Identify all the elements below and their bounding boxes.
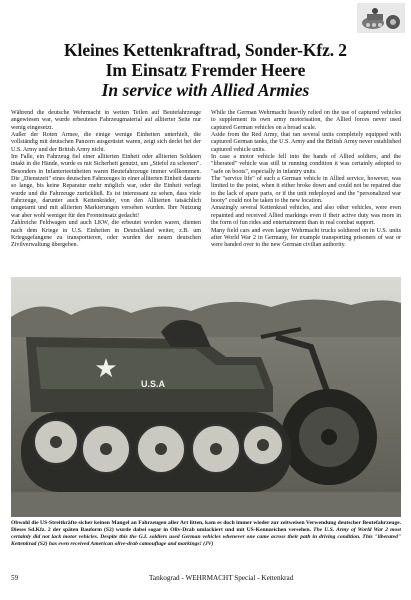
german-paragraph: Während die deutsche Wehrmacht in weiten Teilen auf Beutefahrzeuge angewiesen war, wurde erbeutetes Fahrzeugmaterial auf alliierter Seite nur wenig eingesetzt. — [11, 110, 201, 131]
page-number: 59 — [11, 574, 19, 582]
kettenkrad-emblem-icon — [357, 3, 405, 33]
body-columns — [11, 110, 401, 250]
subtitle-english: In service with Allied Armies — [101, 80, 310, 100]
allied-star-marking: ★ — [94, 354, 118, 384]
kettenkrad-photo — [11, 277, 401, 517]
english-paragraph: The "service life" of such a German vehicle in Allied service, however, was limited to the point, when it either broke down and could not be repaired due to the lack of spare parts, or if the unit redeployed and the "personalized war booty" could not be taken to the new location. — [211, 176, 401, 205]
photo-caption — [11, 520, 401, 548]
english-paragraph: Aside from the Red Army, that ran several units completely equipped with captured German tanks, the U.S. Army and the British Army never established captured vehicle units. — [211, 132, 401, 153]
subtitle-german: Im Einsatz Fremder Heere — [105, 60, 306, 80]
german-paragraph: Außer der Roten Armee, die einige wenige Einheiten unterhielt, die vollständig mit deutschen Panzern ausgerüstet waren, zeigt sich derlei bei der U.S. Army und der British Army nicht. — [11, 132, 201, 153]
german-column — [11, 110, 201, 250]
english-paragraph: While the German Wehrmacht heavily relied on the use of captured vehicles to supplement its own army motorisation, the Allied forces never used captured German vehicles on a broad scale. — [211, 110, 401, 131]
publication-title: Tankograd - WEHRMACHT Special - Kettenkrad — [149, 574, 294, 582]
caption-english: The U.S. Army of World War 2 most certainly did not lack motor vehicles. Despite this the G.I. soldiers used German vehicles whenever one came across their path in driving condition. This "liberated" Kettenkrad (S2) has even received American olive-drab camouflage and markings! (JV) — [11, 527, 401, 547]
caption-german: Obwohl die US-Streitkräfte sicher keinen Mangel an Fahrzeugen aller Art litten, kam es doch immer wieder zur zeitweisen Verwendung deutscher Beutefahrzeuge. Dieses Sd.Kfz. 2 der späten Bauform (S2) wurde dabei sogar in Oliv-Drab umlackiert und mit US-Kennzeichen versehen. — [11, 520, 401, 533]
page-title: Kleines Kettenkraftrad, Sonder-Kfz. 2 — [64, 40, 347, 60]
usa-marking: U.S.A — [141, 379, 166, 389]
german-paragraph: Im Falle, ein Fahrzeug fiel einer alliierten Einheit oder alliierten Soldaten intakt in die Hände, wurde es mit Sicherheit genutzt, um „Stiefel zu schonen". Besonders in Infanterieeinheiten waren Beutefahrzeuge immer willkommen. Die „Dienstzeit" eines deutschen Fahrzeuges in einer alliierten Einheit dauerte so lange, bis keine Reparatur mehr möglich war, oder die Einheit verlegt wurde und die Fahrzeuge zurückließ. Es ist interessant zu sehen, dass viele Fahrzeuge, darunter auch Kettenkräder, von den Alliierten tatsächlich umgetarnt und mit alliierten Markierungen versehen wurden. Ihre Nutzung war aber wohl weniger für den Fronteinsatz gedacht! — [11, 154, 201, 219]
german-paragraph: Zahlreiche Feldwagen und auch LKW, die erbeutet worden waren, dienten nach dem Kriege in U.S. Einheiten in Deutschland weiter, z.B. um Kriegsgefangene zu transportieren, oder wurden der neuen deutschen Zivilverwaltung übergeben. — [11, 220, 201, 249]
english-paragraph: Many field cars and even larger Wehrmacht trucks soldiered on in U.S. units after World War 2 in Germany, for example transporting prisoners of war or were handed over to the new German civilian authority. — [211, 227, 401, 249]
kettenkrad-photo-image — [11, 277, 401, 517]
english-paragraph: Amazingly several Kettenkrad vehicles, and also other vehicles, were even repainted and received Allied markings even if their active duty was more in the form of fun rides and entertainment than in real combat support. — [211, 205, 401, 227]
english-paragraph: In case a motor vehicle fell into the hands of Allied soldiers, and the "liberated" vehicle was still in running condition it was certainly adopted to "safe on boots", especially in infantry units. — [211, 154, 401, 175]
english-column — [211, 110, 401, 250]
title-block — [0, 40, 411, 100]
